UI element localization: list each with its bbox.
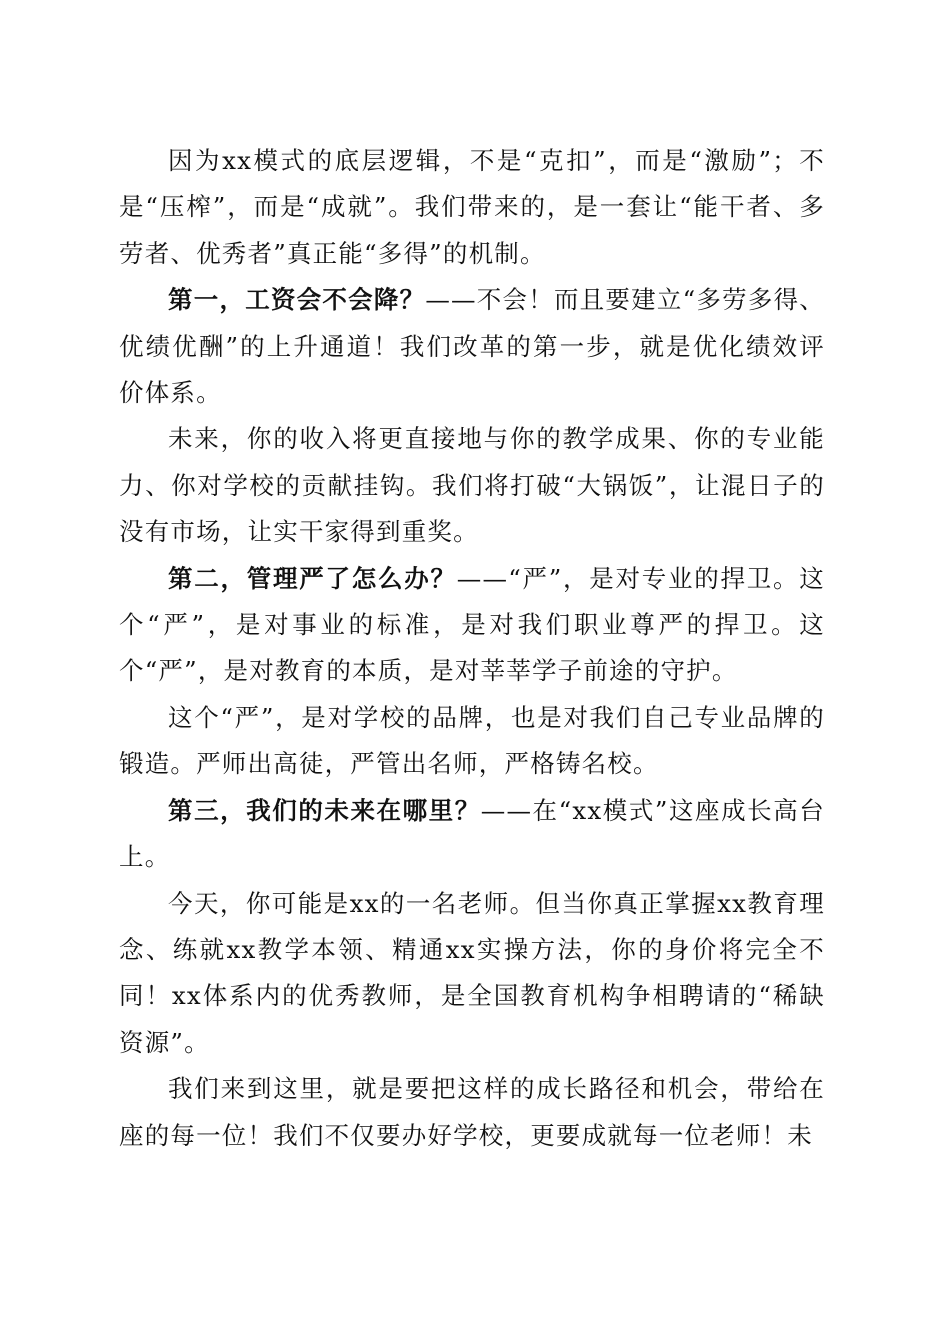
- paragraph-text: 因为xx模式的底层逻辑，不是“克扣”，而是“激励”；不是“压榨”，而是“成就”。我们带来的，是一套让“能干者、多劳者、优秀者”真正能“多得”的机制。: [119, 146, 825, 268]
- paragraph-text: 我们来到这里，就是要把这样的成长路径和机会，带给在座的每一位！我们不仅要办好学校，更要成就每一位老师！未: [119, 1074, 825, 1150]
- paragraph-text: ——在“xx模式”这座成长高台上。: [119, 795, 826, 872]
- paragraph-text: 今天，你可能是xx的一名老师。但当你真正掌握xx教育理念、练就xx教学本领、精通xx实操方法，你的身价将完全不同！xx体系内的优秀教师，是全国教育机构争相聘请的“稀缺资源”。: [119, 888, 825, 1057]
- paragraph-1: [119, 138, 825, 277]
- paragraph-5: [119, 695, 825, 788]
- paragraph-text: ——不会！而且要建立“多劳多得、优绩优酬”的上升通道！我们改革的第一步，就是优化绩效评价体系。: [119, 285, 825, 408]
- question-heading-2: 第二，管理严了怎么办？: [168, 563, 457, 593]
- paragraph-text: 这个“严”，是对学校的品牌，也是对我们自己专业品牌的锻造。严师出高徒，严管出名师，严格铸名校。: [119, 702, 825, 779]
- body-text: [119, 138, 825, 1159]
- paragraph-4: [119, 556, 825, 695]
- paragraph-text: 未来，你的收入将更直接地与你的教学成果、你的专业能力、你对学校的贡献挂钩。我们将打破“大锅饭”，让混日子的没有市场，让实干家得到重奖。: [119, 424, 825, 547]
- paragraph-7: [119, 881, 825, 1067]
- paragraph-text: ——“严”，是对专业的捍卫。这个“严”，是对事业的标准，是对我们职业尊严的捍卫。这个“严”，是对教育的本质，是对莘莘学子前途的守护。: [119, 563, 825, 686]
- paragraph-3: [119, 416, 825, 555]
- paragraph-2: [119, 277, 825, 416]
- question-heading-3: 第三，我们的未来在哪里？: [168, 795, 481, 825]
- paragraph-6: [119, 788, 825, 881]
- question-heading-1: 第一，工资会不会降？: [168, 285, 426, 315]
- paragraph-8: [119, 1066, 825, 1159]
